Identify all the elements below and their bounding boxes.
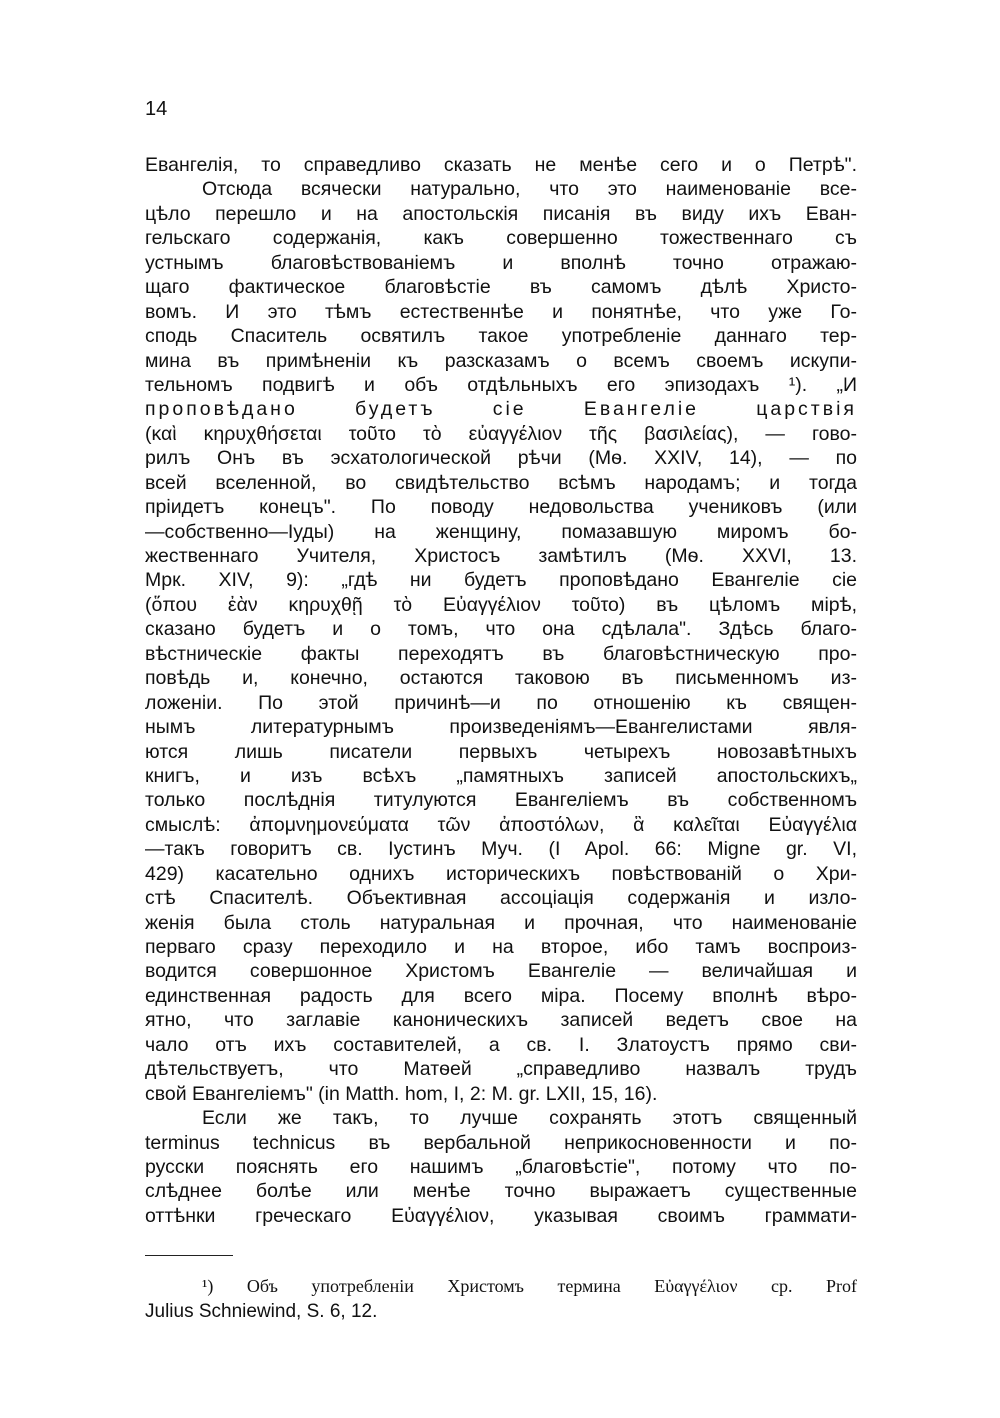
text-line: стѣ Спасителѣ. Объективная ассоціація содержанія и изло- [145, 887, 857, 910]
text-line: свой Евангеліемъ" (in Matth. hom, I, 2: M. gr. LXII, 15, 16). [145, 1082, 658, 1105]
text-line: проповѣдано будетъ сіе Евангеліе царствія [145, 398, 857, 421]
text-line: нымъ литературнымъ произведеніямъ—Евангелистами явля- [145, 716, 857, 739]
text-line: чало отъ ихъ составителей, а св. І. Златоустъ прямо сви- [145, 1033, 857, 1056]
text-line: щаго фактическое благовѣстіе въ самомъ дѣлѣ Христо- [145, 276, 857, 299]
text-line: гельскаго содержанія, какъ совершенно тожественнаго съ [145, 227, 857, 250]
text-line: ятно, что заглавіе каноническихъ записей ведетъ свое на [145, 1009, 857, 1032]
text-line: всей вселенной, во свидѣтельство всѣмъ народамъ; и тогда [145, 471, 857, 494]
text-line: сказано будетъ и о томъ, что она сдѣлала". Здѣсь благо- [145, 618, 857, 641]
footnote-line: Julius Schniewind, S. 6, 12. [145, 1301, 378, 1322]
body-text [145, 153, 857, 1228]
text-line: перваго сразу переходило и на второе, ибо тамъ воспроиз- [145, 936, 857, 958]
text-line: —собственно—Іуды) на женщину, помазавшую миромъ бо- [145, 520, 857, 543]
text-line: повѣдь и, конечно, остаются таковою въ письменномъ из- [145, 667, 857, 690]
text-line: вомъ. И это тѣмъ естественнѣе и понятнѣе, что уже Го- [145, 300, 857, 323]
text-line: 429) касательно однихъ историческихъ повѣствованій о Хри- [145, 862, 857, 885]
text-line: —такъ говоритъ св. Іустинъ Муч. (I Apol. 66: Migne gr. VI, [145, 838, 857, 861]
footnote-divider [145, 1255, 233, 1256]
footnote [145, 1274, 857, 1324]
text-line: Евангелія, то справедливо сказать не менѣе сего и о Петрѣ". [145, 154, 857, 176]
text-line: устнымъ благовѣствованіемъ и вполнѣ точно отражаю- [145, 251, 857, 274]
text-line: оттѣнки греческаго Εὐαγγέλιον, указывая своимъ граммати- [145, 1204, 857, 1227]
text-line: ложеніи. По этой причинѣ—и по отношенію къ священ- [145, 691, 857, 714]
text-line: женія была столь натуральная и прочная, что наименованіе [145, 911, 857, 934]
text-line: (ὅπου ἐὰν κηρυχθῇ τὸ Εὐαγγέλιον τοῦτο) въ цѣломъ мірѣ, [145, 593, 857, 616]
text-line: книгъ, и изъ всѣхъ „памятныхъ записей апостольскихъ„ [145, 764, 857, 787]
footnote-line: ¹) Объ употребленіи Христомъ термина Εὐαγγέλιον ср. Prof [202, 1276, 857, 1296]
text-line: цѣло перешло и на апостольскія писанія въ виду ихъ Еван- [145, 202, 857, 225]
text-line: водится совершонное Христомъ Евангеліе — величайшая и [145, 960, 857, 983]
text-line: Если же такъ, то лучше сохранять этотъ священный [202, 1107, 857, 1130]
text-line: пріидетъ конецъ". По поводу недовольства учениковъ (или [145, 496, 857, 519]
text-line: дѣтельствуетъ, что Матѳей „справедливо назвалъ трудъ [145, 1058, 857, 1081]
text-line: Мрк. XIV, 9): „гдѣ ни будетъ проповѣдано Евангеліе сіе [145, 569, 857, 592]
text-line: сподь Спаситель освятилъ такое употребленіе даннаго тер- [145, 325, 857, 348]
text-line: рилъ Онъ въ эсхатологической рѣчи (Мѳ. XXIV, 14), — по [145, 447, 857, 470]
text-line: тельномъ подвигѣ и объ отдѣльныхъ его эпизодахъ ¹). „И [145, 373, 857, 396]
page-number: 14 [145, 98, 168, 120]
text-line: русски пояснять его нашимъ „благовѣстіе", потому что по- [145, 1155, 857, 1178]
text-line: мина въ примѣненіи къ разсказамъ о всемъ своемъ искупи- [145, 349, 857, 372]
text-line: Отсюда всячески натурально, что это наименованіе все- [202, 178, 857, 201]
text-line: жественнаго Учителя, Христосъ замѣтилъ (Мѳ. XXVI, 13. [145, 545, 857, 567]
text-line: только послѣднія титулуются Евангеліемъ въ собственномъ [145, 789, 857, 812]
text-line: смыслѣ: ἀπομνημονεύματα τῶν ἀποστόλων, ἃ καλεῖται Εὐαγγέλια [145, 813, 857, 836]
text-line: terminus technicus въ вербальной неприкосновенности и по- [145, 1131, 857, 1154]
text-line: ются лишь писатели первыхъ четырехъ новозавѣтныхъ [145, 740, 857, 763]
text-line: единственная радость для всего міра. Посему вполнѣ вѣро- [145, 984, 857, 1007]
text-line: вѣстническіе факты переходятъ въ благовѣстническую про- [145, 642, 857, 665]
text-line: слѣднее болѣе или менѣе точно выражаетъ существенные [145, 1180, 857, 1203]
text-line: (καὶ κηρυχθήσεται τοῦτο τὸ εὐαγγέλιον τῆς βασιλείας), — гово- [145, 422, 857, 445]
